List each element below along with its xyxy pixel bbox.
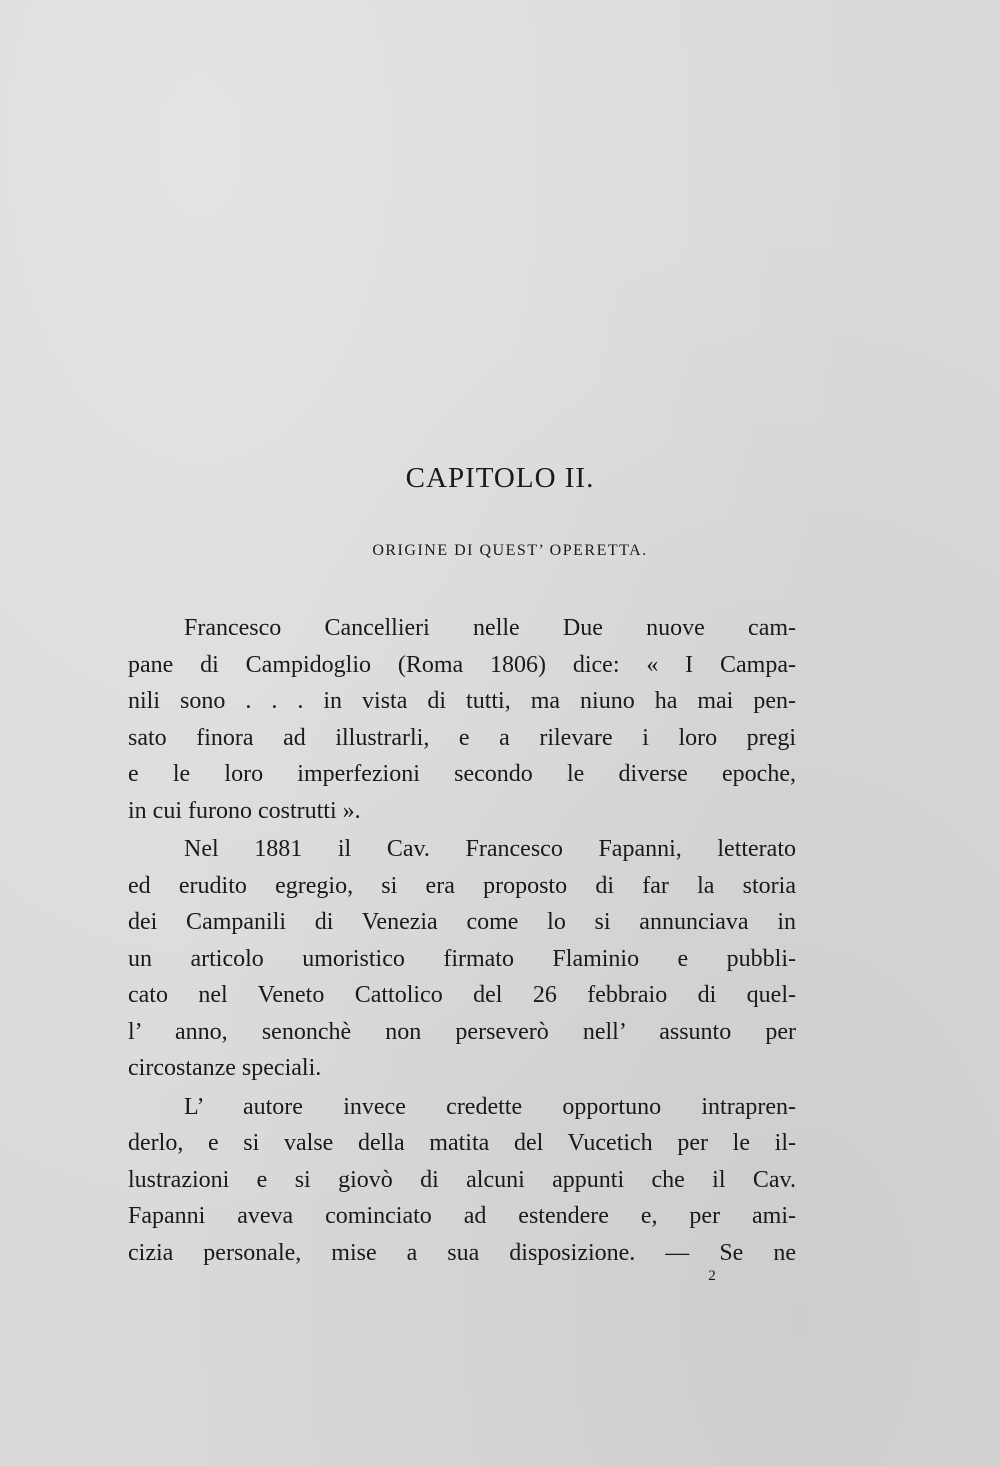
text-line: cizia personale, mise a sua disposizione. — Se ne	[128, 1239, 796, 1266]
text-line: l’ anno, senonchè non perseverò nell’ assunto per	[128, 1018, 796, 1045]
text-line: dei Campanili di Venezia come lo si annunciava in	[128, 909, 796, 935]
text-line: sato finora ad illustrarli, e a rilevare i loro pregi	[128, 724, 796, 751]
text-line: derlo, e si valse della matita del Vucetich per le il-	[128, 1130, 796, 1156]
paragraph-1	[128, 610, 796, 829]
text-line: Francesco Cancellieri nelle Due nuove cam-	[184, 615, 796, 641]
text-line: e le loro imperfezioni secondo le diverse epoche,	[128, 761, 796, 787]
text-line: lustrazioni e si giovò di alcuni appunti che il Cav.	[128, 1166, 796, 1193]
text-line: circostanze speciali.	[128, 1055, 322, 1081]
text-line: Fapanni aveva cominciato ad estendere e, per ami-	[128, 1203, 796, 1229]
text-line: L’ autore invece credette opportuno intrapren-	[184, 1093, 796, 1120]
text-line: ed erudito egregio, si era proposto di far la storia	[128, 872, 796, 899]
text-line: in cui furono costrutti ».	[128, 797, 361, 824]
text-line: nili sono . . . in vista di tutti, ma niuno ha mai pen-	[128, 688, 796, 714]
body-text	[128, 610, 796, 1271]
text-line: Nel 1881 il Cav. Francesco Fapanni, letterato	[184, 836, 796, 862]
page-number: 2	[708, 1268, 716, 1284]
chapter-subtitle: ORIGINE DI QUEST’ OPERETTA.	[372, 542, 648, 559]
text-line: cato nel Veneto Cattolico del 26 febbraio di quel-	[128, 982, 796, 1008]
paragraph-2	[128, 831, 796, 1087]
text-line: un articolo umoristico firmato Flaminio e pubbli-	[128, 945, 796, 972]
text-line: pane di Campidoglio (Roma 1806) dice: « I Campa-	[128, 651, 796, 678]
chapter-title: CAPITOLO II.	[405, 462, 595, 494]
paragraph-3	[128, 1089, 796, 1272]
